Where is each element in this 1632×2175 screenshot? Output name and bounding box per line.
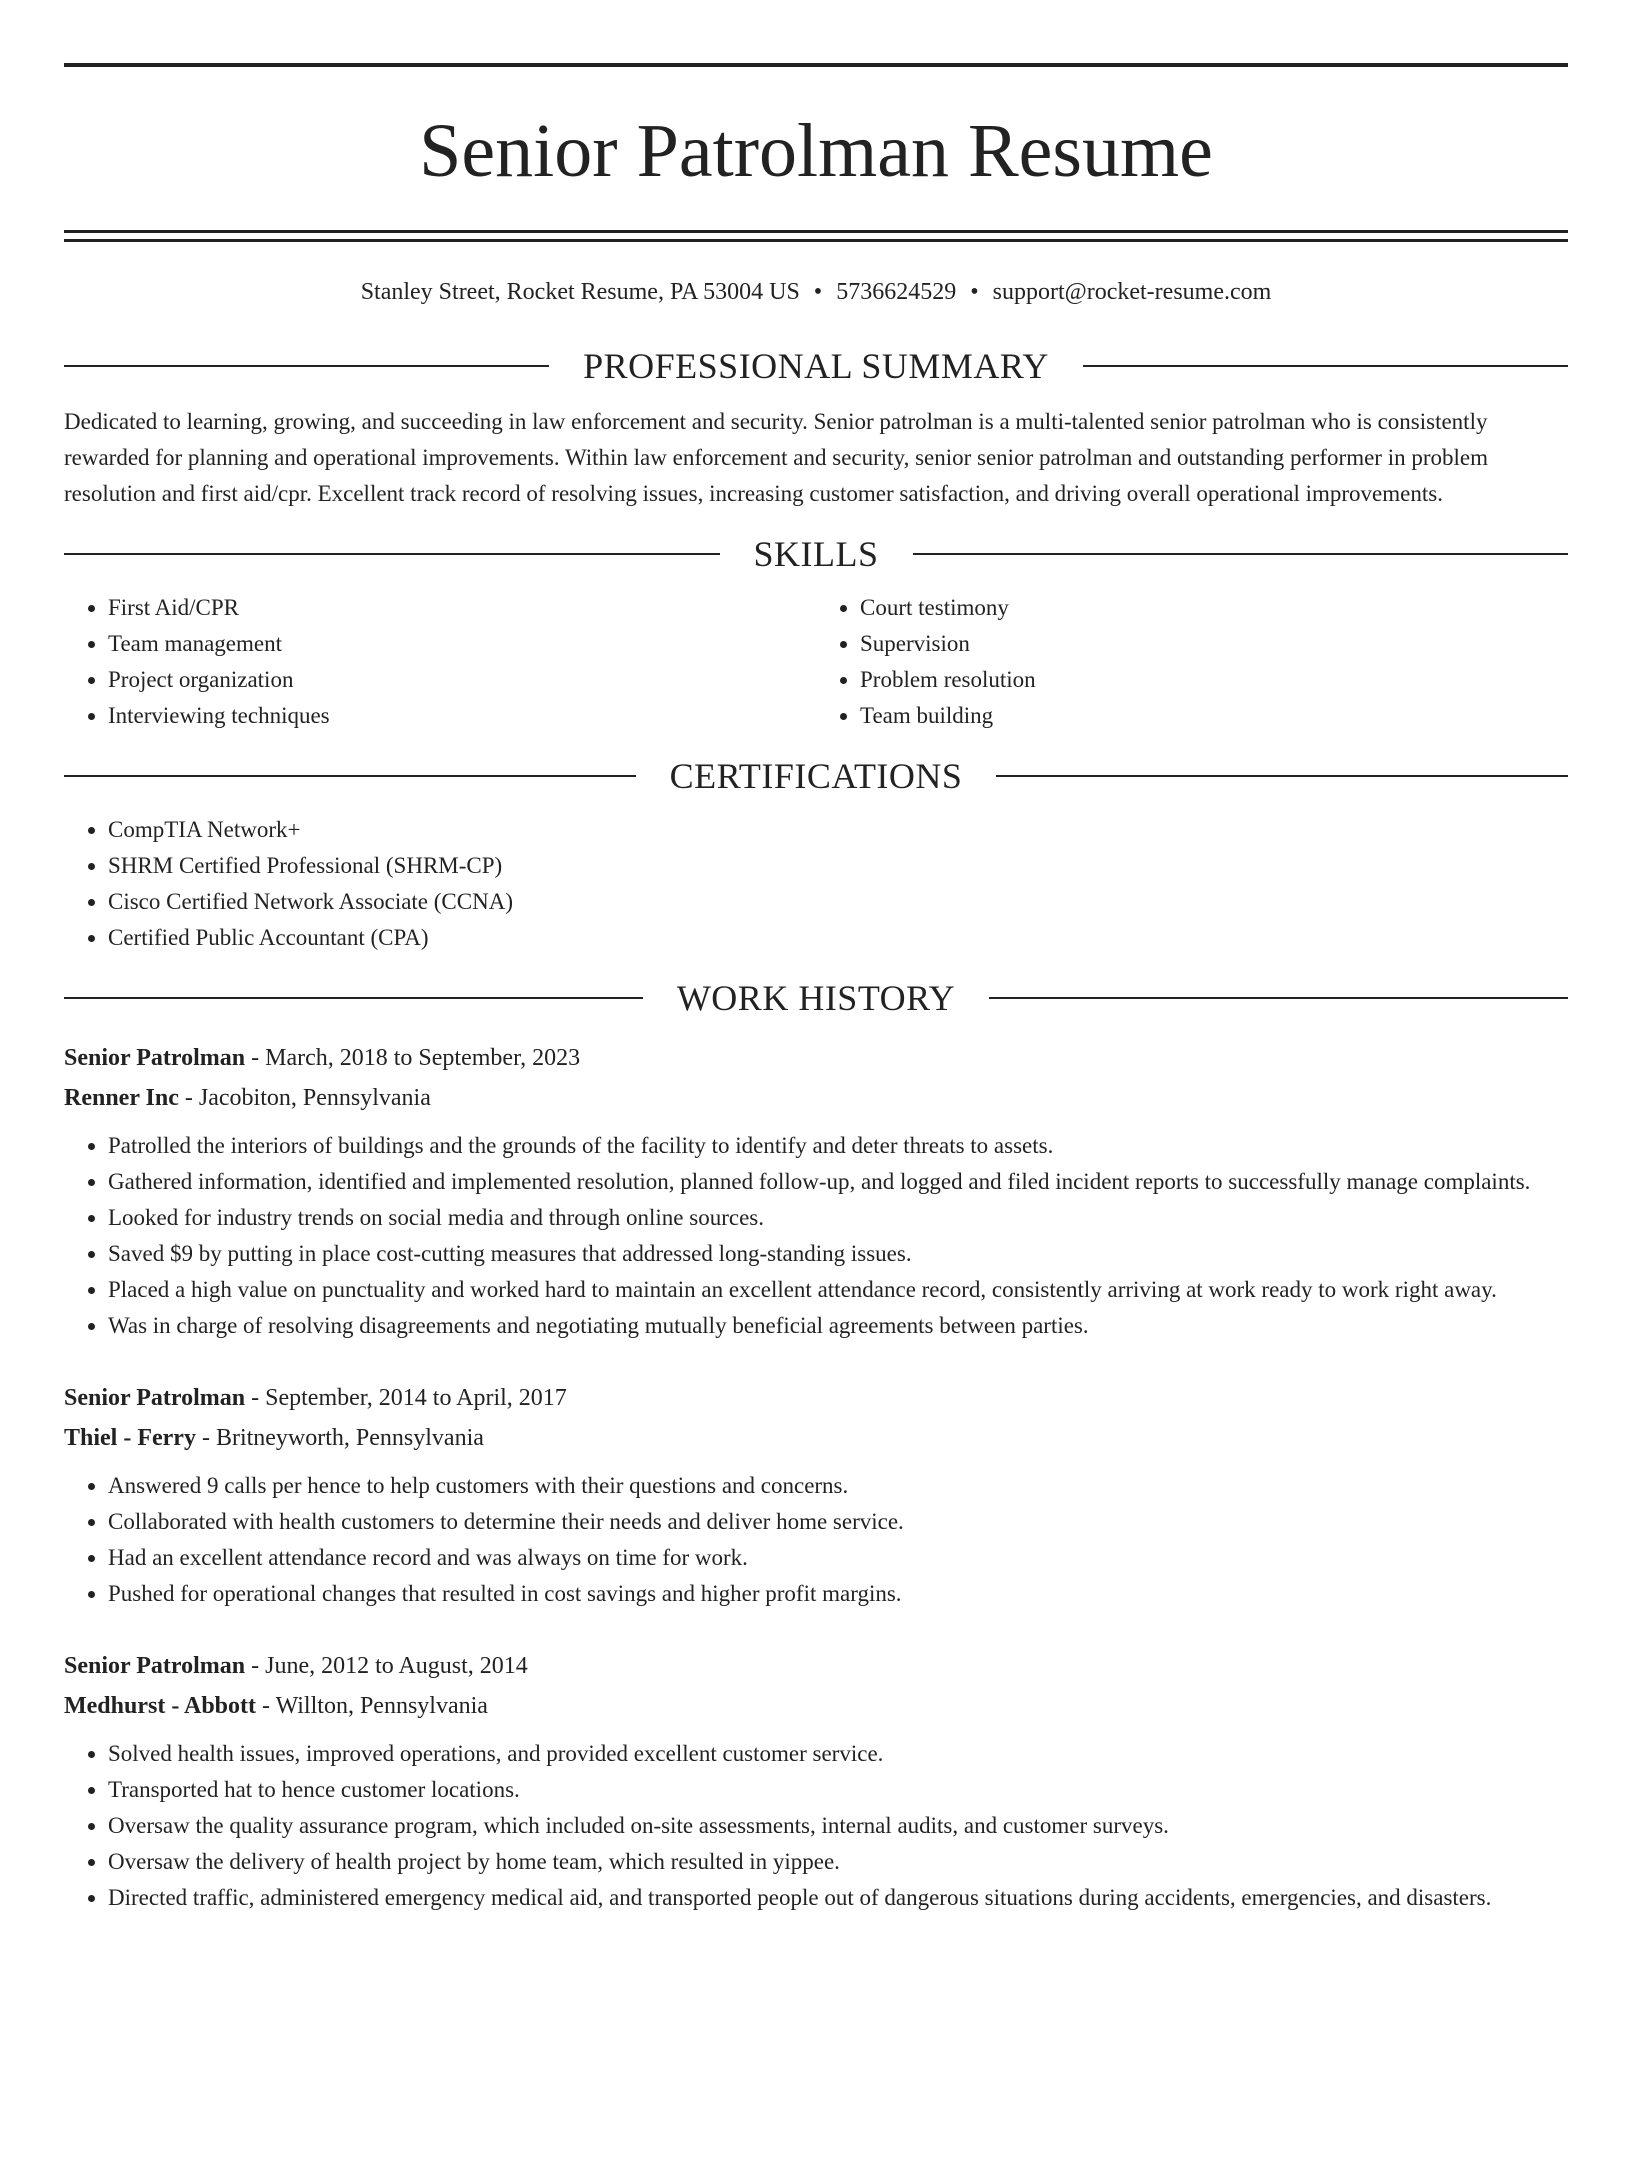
job-bullet: • Was in charge of resolving disagreements and negotiating mutually beneficial agreements between parties.	[108, 1308, 1568, 1344]
contact-separator: •	[813, 279, 823, 305]
section-title-certifications: CERTIFICATIONS	[669, 756, 963, 796]
job-bullet: • Looked for industry trends on social media and through online sources.	[108, 1200, 1568, 1236]
job-company-line	[64, 1418, 1568, 1458]
heading-rule-left	[64, 997, 643, 999]
job-bullets	[64, 1468, 1568, 1612]
skills-list	[64, 590, 1568, 734]
job-bullet: • Directed traffic, administered emergency medical aid, and transported people out of dangerous situations during accidents, emergencies, and disasters.	[108, 1880, 1568, 1916]
job-title: Senior Patrolman	[64, 1045, 246, 1071]
skill-item: • Court testimony	[860, 590, 1568, 626]
skills-column-left	[64, 590, 816, 734]
skill-item: • First Aid/CPR	[108, 590, 816, 626]
job-entry	[64, 1646, 1568, 1916]
job-bullet: • Collaborated with health customers to determine their needs and deliver home service.	[108, 1504, 1568, 1540]
heading-rule-left	[64, 775, 636, 777]
job-location: - Jacobiton, Pennsylvania	[178, 1085, 431, 1111]
job-title: Senior Patrolman	[64, 1385, 246, 1411]
section-heading-work-history	[64, 974, 1568, 1022]
job-location: - Britneyworth, Pennsylvania	[195, 1425, 484, 1451]
job-dates: - March, 2018 to September, 2023	[245, 1045, 581, 1071]
skill-item: • Team building	[860, 698, 1568, 734]
section-heading-summary	[64, 342, 1568, 390]
job-title-line	[64, 1378, 1568, 1418]
job-location: - Willton, Pennsylvania	[256, 1693, 488, 1719]
job-bullet: • Oversaw the delivery of health project by home team, which resulted in yippee.	[108, 1844, 1568, 1880]
certification-item: • Cisco Certified Network Associate (CCNA)	[108, 884, 1568, 920]
section-title-summary: PROFESSIONAL SUMMARY	[583, 346, 1049, 386]
contact-address: Stanley Street, Rocket Resume, PA 53004 US	[360, 279, 800, 305]
contact-phone: 5736624529	[836, 279, 957, 305]
job-bullets	[64, 1736, 1568, 1916]
heading-rule-left	[64, 365, 549, 367]
heading-rule-right	[996, 775, 1568, 777]
section-title-skills: SKILLS	[753, 534, 879, 574]
job-bullet: • Had an excellent attendance record and was always on time for work.	[108, 1540, 1568, 1576]
certification-item: • Certified Public Accountant (CPA)	[108, 920, 1568, 956]
job-company: Renner Inc	[64, 1085, 179, 1111]
skill-item: • Supervision	[860, 626, 1568, 662]
job-bullet: • Saved $9 by putting in place cost-cutting measures that addressed long-standing issues.	[108, 1236, 1568, 1272]
job-title: Senior Patrolman	[64, 1653, 246, 1679]
job-dates: - June, 2012 to August, 2014	[245, 1653, 528, 1679]
skill-item: • Project organization	[108, 662, 816, 698]
job-title-line	[64, 1038, 1568, 1078]
skill-item: • Interviewing techniques	[108, 698, 816, 734]
skill-item: • Team management	[108, 626, 816, 662]
job-bullet: • Placed a high value on punctuality and worked hard to maintain an excellent attendance record, consistently arriving at work ready to work right away.	[108, 1272, 1568, 1308]
job-bullet: • Transported hat to hence customer locations.	[108, 1772, 1568, 1808]
certification-item: • SHRM Certified Professional (SHRM-CP)	[108, 848, 1568, 884]
job-company: Thiel - Ferry	[64, 1425, 196, 1451]
job-entry	[64, 1378, 1568, 1612]
job-entry	[64, 1038, 1568, 1344]
job-company-line	[64, 1686, 1568, 1726]
heading-rule-left	[64, 553, 720, 555]
skills-column-right	[816, 590, 1568, 734]
resume-page	[0, 63, 1632, 2175]
job-bullet: • Pushed for operational changes that resulted in cost savings and higher profit margins.	[108, 1576, 1568, 1612]
heading-rule-right	[913, 553, 1569, 555]
contact-email: support@rocket-resume.com	[992, 279, 1272, 305]
page-title: Senior Patrolman Resume	[419, 109, 1213, 193]
contact-separator: •	[970, 279, 979, 305]
skill-item: • Problem resolution	[860, 662, 1568, 698]
job-bullets	[64, 1128, 1568, 1344]
top-rule	[64, 63, 1568, 67]
title-double-rule	[64, 230, 1568, 242]
job-company: Medhurst - Abbott	[64, 1693, 257, 1719]
contact-line	[64, 276, 1568, 308]
job-bullet: • Patrolled the interiors of buildings and the grounds of the facility to identify and deter threats to assets.	[108, 1128, 1568, 1164]
certification-item: • CompTIA Network+	[108, 812, 1568, 848]
heading-rule-right	[1083, 365, 1568, 367]
job-bullet: • Answered 9 calls per hence to help customers with their questions and concerns.	[108, 1468, 1568, 1504]
job-bullet: • Gathered information, identified and implemented resolution, planned follow-up, and logged and filed incident reports to successfully manage complaints.	[108, 1164, 1568, 1200]
job-company-line	[64, 1078, 1568, 1118]
section-heading-skills	[64, 530, 1568, 578]
job-bullet: • Oversaw the quality assurance program, which included on-site assessments, internal audits, and customer surveys.	[108, 1808, 1568, 1844]
job-bullet: • Solved health issues, improved operations, and provided excellent customer service.	[108, 1736, 1568, 1772]
job-dates: - September, 2014 to April, 2017	[245, 1385, 567, 1411]
job-title-line	[64, 1646, 1568, 1686]
heading-rule-right	[989, 997, 1568, 999]
summary-paragraph: Dedicated to learning, growing, and succeeding in law enforcement and security. Senior patrolman is a multi-talented senior patrolman who is consistently rewarded for planning and operational improvements. Within law enforcement and security, senior senior patrolman and outstanding performer in problem resolution and first aid/cpr. Excellent track record of resolving issues, increasing customer satisfaction, and driving overall operational improvements.	[64, 409, 1489, 506]
certifications-list	[64, 812, 1568, 956]
section-heading-certifications	[64, 752, 1568, 800]
section-title-work-history: WORK HISTORY	[676, 978, 956, 1018]
